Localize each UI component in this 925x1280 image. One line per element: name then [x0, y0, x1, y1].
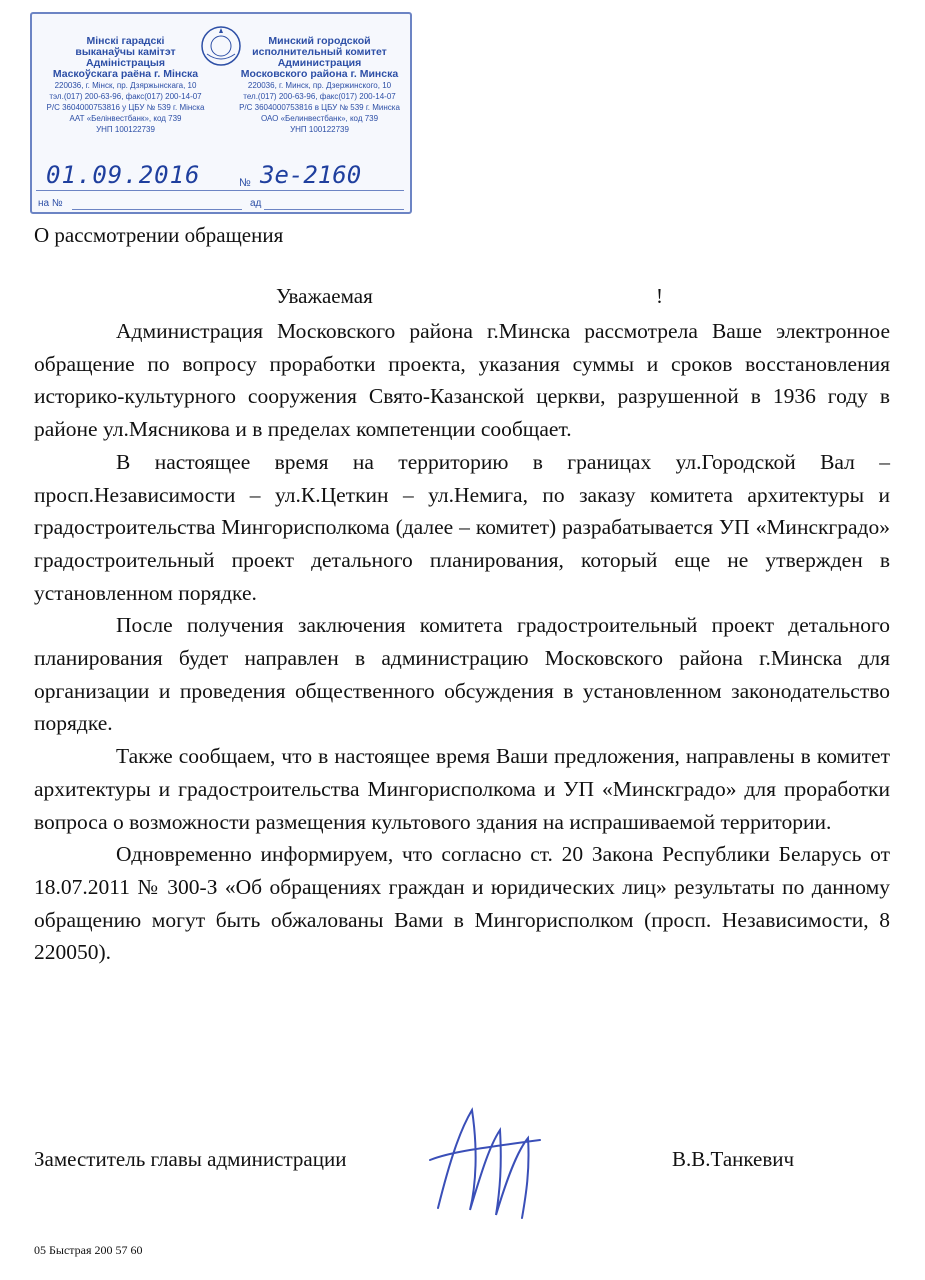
stamp-detail-line: ААТ «Белінвестбанк», код 739 [69, 114, 182, 123]
stamp-detail-line: УНП 100122739 [96, 125, 155, 134]
stamp-org-line: Маскоўскага раёна г. Мінска [52, 68, 199, 80]
stamp-divider [72, 209, 242, 210]
stamp-detail-line: Р/С 3604000753816 у ЦБУ № 539 г. Мінска [46, 103, 205, 112]
stamp-registration-number: Зе-2160 [260, 161, 362, 189]
stamp-detail-line: УНП 100122739 [290, 125, 349, 134]
salutation-end: ! [656, 284, 663, 308]
stamp-detail-line: 220036, г. Минск, пр. Дзержинского, 10 [247, 81, 392, 90]
signer-name: В.В.Танкевич [672, 1147, 795, 1171]
salutation: Уважаемая [276, 284, 373, 308]
stamp-russian-column [232, 36, 407, 135]
letter-body [34, 315, 890, 969]
stamp-divider [36, 190, 404, 191]
executor-footer: 05 Быстрая 200 57 60 [34, 1243, 143, 1257]
handwritten-signature [420, 1090, 580, 1230]
body-paragraph: Администрация Московского района г.Минска рассмотрела Ваше электронное обращение по вопросу проработки проекта, указания суммы и сроков восстановления историко-культурного сооружения Свято-Казанской церкви, разрушенной в 1936 году в районе ул.Мясникова и в пределах компетенции сообщает. [34, 319, 890, 442]
signer-title: Заместитель главы администрации [34, 1147, 347, 1171]
body-paragraph: В настоящее время на территорию в границах ул.Городской Вал – просп.Независимости – ул.К.Цеткин – ул.Немига, по заказу комитета архитектуры и градостроительства Мингорисполкома (далее – комитет) разрабатывается УП «Минскградо» градостроительный проект детального планирования, который еще не утвержден в установленном порядке. [34, 449, 890, 605]
stamp-reply-to-label: на № [38, 198, 63, 209]
stamp-date: 01.09.2016 [46, 161, 201, 189]
stamp-org-line: Мінскі гарадскі [86, 35, 165, 47]
stamp-divider [264, 209, 404, 210]
stamp-detail-line: тэл.(017) 200-63-96, факс(017) 200-14-07 [49, 92, 202, 101]
body-paragraph: Одновременно информируем, что согласно ст. 20 Закона Республики Беларусь от 18.07.2011 № 300-З «Об обращениях граждан и юридических лиц» результаты по данному обращению могут быть обжалованы Вами в Мингорисполком (просп. Независимости, 8 220050). [34, 842, 890, 965]
stamp-org-line: Администрация [277, 57, 362, 69]
letter-subject: О рассмотрении обращения [34, 223, 284, 247]
stamp-from-label: ад [250, 198, 262, 209]
body-paragraph: Также сообщаем, что в настоящее время Ваши предложения, направлены в комитет архитектуры и градостроительства Мингорисполкома и УП «Минскградо» для проработки вопроса о возможности размещения культового здания на испрашиваемой территории. [34, 744, 890, 834]
body-paragraph: После получения заключения комитета градостроительный проект детального планирования будет направлен в администрацию Московского района г.Минска для организации и проведения общественного обсуждения в установленном законодательство порядке. [34, 613, 890, 736]
official-stamp [30, 12, 412, 214]
stamp-org-line: исполнительный комитет [252, 46, 387, 58]
stamp-org-line: Адміністрацыя [86, 57, 165, 69]
stamp-number-label: № [239, 177, 251, 189]
stamp-detail-line: Р/С 3604000753816 в ЦБУ № 539 г. Минска [239, 103, 400, 112]
stamp-belarusian-column [38, 36, 213, 135]
stamp-org-line: Минский городской [268, 35, 371, 47]
stamp-org-line: Московского района г. Минска [240, 68, 399, 80]
stamp-detail-line: тел.(017) 200-63-96, факс(017) 200-14-07 [243, 92, 396, 101]
stamp-org-line: выканаўчы камітэт [75, 46, 176, 58]
stamp-detail-line: 220036, г. Мінск, пр. Дзяржынскага, 10 [54, 81, 197, 90]
stamp-detail-line: ОАО «Белинвестбанк», код 739 [260, 114, 379, 123]
